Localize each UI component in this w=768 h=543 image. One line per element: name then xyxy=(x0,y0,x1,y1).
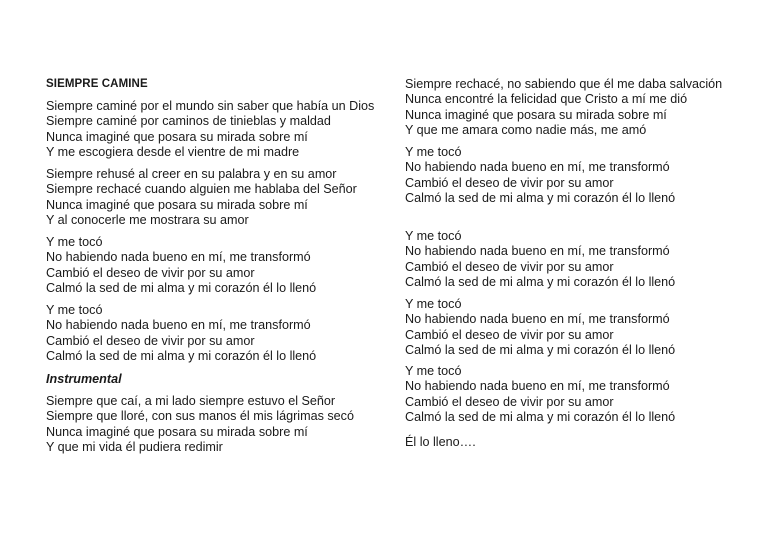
chorus-6 xyxy=(405,364,675,426)
lyric-line: Y me tocó xyxy=(405,145,462,159)
stanza-4 xyxy=(405,77,722,139)
instrumental-label: Instrumental xyxy=(46,372,122,386)
lyric-line: No habiendo nada bueno en mí, me transformó xyxy=(405,312,670,327)
stanza-3 xyxy=(46,394,354,456)
chorus-1 xyxy=(46,235,316,297)
lyric-line: Cambió el deseo de vivir por su amor xyxy=(405,394,614,409)
lyric-line: Y que me amara como nadie más, me amó xyxy=(405,123,647,138)
lyric-line: No habiendo nada bueno en mí, me transformó xyxy=(46,250,311,265)
lyric-line: Calmó la sed de mi alma y mi corazón él lo llenó xyxy=(46,349,317,364)
stanza-2 xyxy=(46,167,357,229)
lyric-line: No habiendo nada bueno en mí, me transformó xyxy=(405,244,670,259)
lyric-line: Calmó la sed de mi alma y mi corazón él lo llenó xyxy=(405,410,676,425)
lyric-line: Cambió el deseo de vivir por su amor xyxy=(405,327,614,342)
lyric-line: Y me tocó xyxy=(405,297,462,311)
lyric-line: Calmó la sed de mi alma y mi corazón él lo llenó xyxy=(405,275,676,290)
lyric-line: Siempre rechacé, no sabiendo que él me daba salvación xyxy=(405,77,723,91)
lyric-line: Nunca encontré la felicidad que Cristo a mí me dió xyxy=(405,92,688,107)
lyric-line: No habiendo nada bueno en mí, me transformó xyxy=(405,379,670,394)
lyric-line: Y me tocó xyxy=(405,364,462,378)
lyric-line: Siempre rechacé cuando alguien me hablaba del Señor xyxy=(46,182,357,197)
lyric-line: Nunca imaginé que posara su mirada sobre mí xyxy=(46,129,308,144)
lyric-line: Y me escogiera desde el vientre de mi madre xyxy=(46,145,300,160)
lyric-line: Calmó la sed de mi alma y mi corazón él lo llenó xyxy=(405,343,676,358)
lyric-line: Y me tocó xyxy=(46,303,103,317)
lyric-line: Cambió el deseo de vivir por su amor xyxy=(405,175,614,190)
lyric-line: Y al conocerle me mostrara su amor xyxy=(46,213,249,228)
chorus-5 xyxy=(405,297,675,359)
lyric-line: Y que mi vida él pudiera redimir xyxy=(46,440,223,455)
lyric-line: Nunca imaginé que posara su mirada sobre mí xyxy=(46,197,308,212)
lyric-line: Calmó la sed de mi alma y mi corazón él lo llenó xyxy=(405,191,676,206)
lyric-line: Cambió el deseo de vivir por su amor xyxy=(405,259,614,274)
lyric-line: Siempre que lloré, con sus manos él mis lágrimas secó xyxy=(46,409,354,424)
lyric-line: Nunca imaginé que posara su mirada sobre mí xyxy=(405,107,667,122)
lyric-line: Y me tocó xyxy=(405,229,462,243)
chorus-2 xyxy=(46,303,316,365)
chorus-4 xyxy=(405,229,675,291)
chorus-3 xyxy=(405,145,675,207)
stanza-1 xyxy=(46,99,374,161)
lyric-line: Y me tocó xyxy=(46,235,103,249)
lyric-line: Siempre caminé por caminos de tinieblas y maldad xyxy=(46,114,331,129)
lyric-line: Siempre rehusé al creer en su palabra y en su amor xyxy=(46,167,337,181)
lyric-line: Siempre caminé por el mundo sin saber que había un Dios xyxy=(46,99,375,113)
song-title: SIEMPRE CAMINE xyxy=(46,78,148,90)
lyric-line: Cambió el deseo de vivir por su amor xyxy=(46,265,255,280)
lyric-line: Siempre que caí, a mi lado siempre estuvo el Señor xyxy=(46,394,336,408)
lyric-line: Calmó la sed de mi alma y mi corazón él lo llenó xyxy=(46,281,317,296)
lyric-line: No habiendo nada bueno en mí, me transformó xyxy=(46,318,311,333)
ending-line: Él lo lleno…. xyxy=(405,435,476,449)
lyric-line: No habiendo nada bueno en mí, me transformó xyxy=(405,160,670,175)
lyric-line: Cambió el deseo de vivir por su amor xyxy=(46,333,255,348)
lyric-line: Nunca imaginé que posara su mirada sobre mí xyxy=(46,424,308,439)
